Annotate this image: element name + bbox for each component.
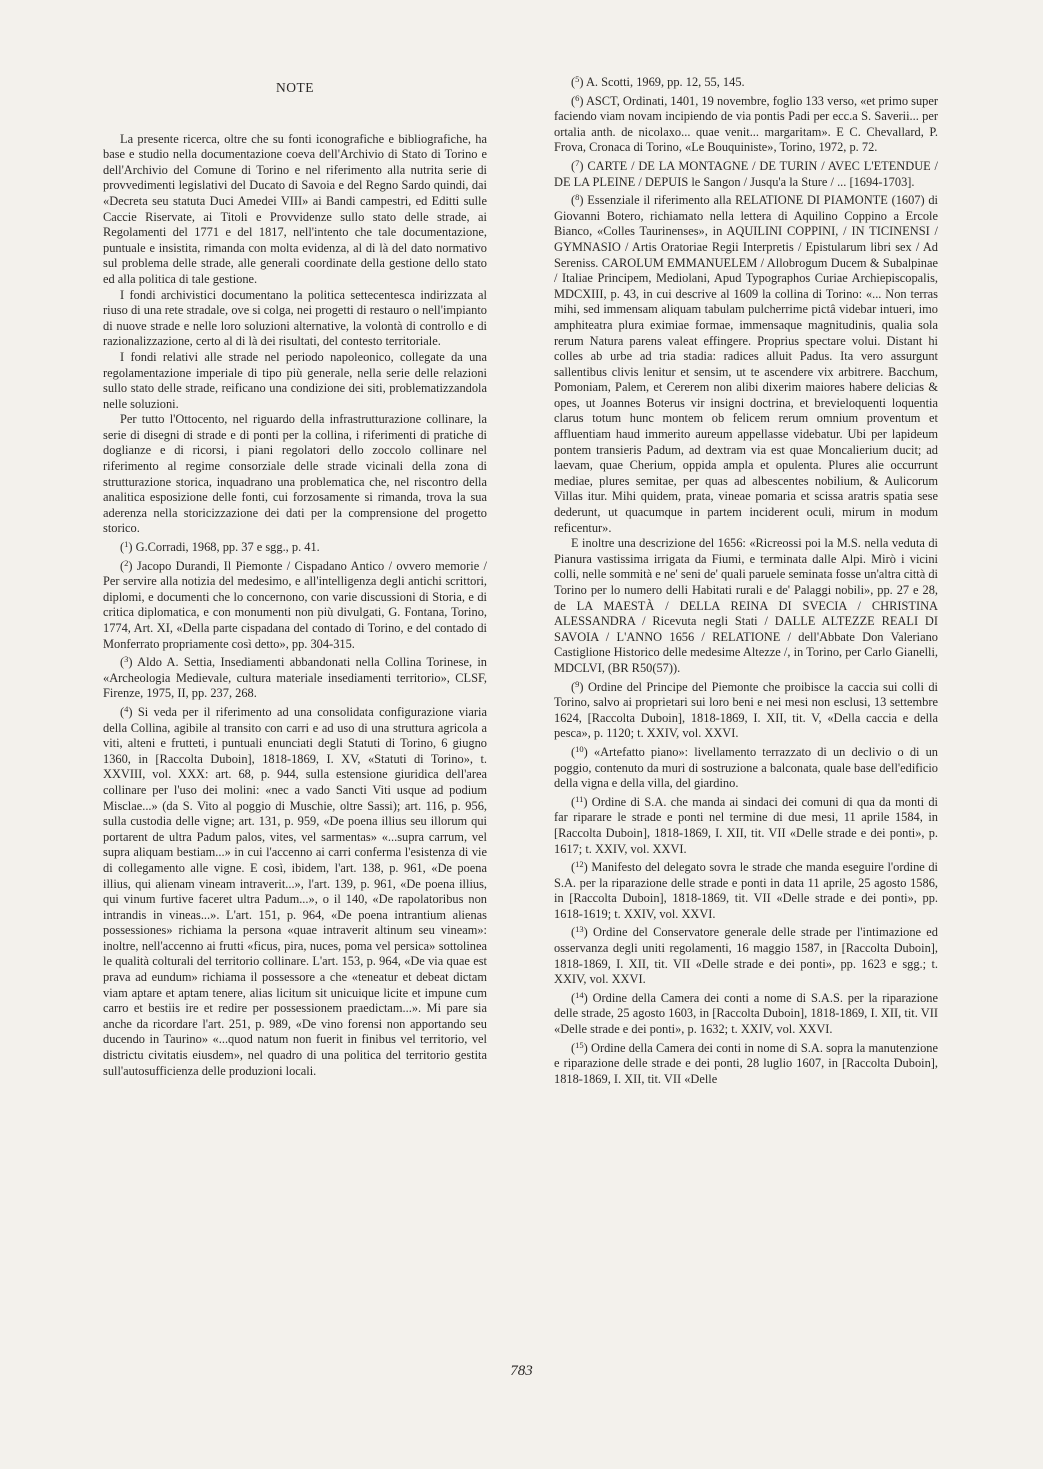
footnote: ($^{14}$) Ordine della Camera dei conti a nome di S.A.S. per la riparazione delle strade, 25 agosto 1603, in [Raccolta Duboin], 1818-1869, I. XII, tit. VII «Delle strade e dei ponti», p. 1632; t. XXIV, vol. XXVI. bbox=[554, 989, 938, 1037]
footnote-text: Ordine del Principe del Piemonte che proibisce la caccia sui colli di Torino, salvo ai proprietari sui loro beni e nei mesi non esclusi, 13 settembre 1624, [Raccolta Duboin], 1818-1869, I. XII, tit. V, «Della caccia e della pesca», p. 1120; t. XXIV, vol. XXVI. bbox=[554, 679, 939, 741]
footnote-text: A. Scotti, 1969, pp. 12, 55, 145. bbox=[585, 75, 745, 89]
footnote-number: 8 bbox=[575, 192, 580, 203]
footnote-text: «Artefatto piano»: livellamento terrazzato di un declivio o di un poggio, contenuto da muri di sostruzione a balconata, quale base dell'edificio della vigna e della villa, del giardino. bbox=[554, 744, 938, 791]
footnote-text: CARTE / DE LA MONTAGNE / DE TURIN / AVEC L'ETENDUE / DE LA PLEINE / DEPUIS le Sangon / Jusqu'a la Sture / ... [1694-1703]. bbox=[554, 158, 938, 189]
footnote-text: Ordine del Conservatore generale delle strade per l'intimazione ed osservanza degli uniti regolamenti, 16 maggio 1587, in [Raccolta Duboin], 1818-1869, I. XII, tit. VII «Delle strade e dei ponti», pp. 1623 e sgg.; t. XXIV, vol. XXVI. bbox=[554, 925, 938, 987]
footnote-number: 3 bbox=[124, 654, 129, 665]
footnote: ($^5$) A. Scotti, 1969, pp. 12, 55, 145. bbox=[571, 74, 745, 89]
body-paragraph: I fondi relativi alle strade nel periodo napoleonico, collegate da una regolamentazione imperiale di tipo più generale, nella serie delle relazioni sullo stato delle strade, reificano una condizione dei siti, problematizzandola nelle soluzioni. bbox=[103, 349, 487, 411]
footnote-text: Aldo A. Settia, Insediamenti abbandonati nella Collina Torinese, in «Archeologia Medievale, cultura materiale insediamenti territorio», CLSF, Firenze, 1975, II, pp. 237, 268. bbox=[103, 655, 487, 701]
footnote: ($^{13}$) Ordine del Conservatore generale delle strade per l'intimazione ed osservanza degli uniti regolamenti, 16 maggio 1587, in [Raccolta Duboin], 1818-1869, I. XII, tit. VII «Delle strade e dei ponti», pp. 1623 e sgg.; t. XXIV, vol. XXVI. bbox=[554, 924, 938, 987]
footnote-text: Essenziale il riferimento alla RELATIONE DI PIAMONTE (1607) di Giovanni Botero, richiamato nella lettera di Aquilino Coppino a Ercole Bianco, «Colles Taurinenses», in AQUILINI COPPINI, / IN TICINENSI / GYMNASIO / Artis Oratoriae Regii Interpretis / Epistularum libri sex / Ad Sereniss. CAROLUM EMMANUELEM / Allobrogum Ducem & Subalpinae / Italiae Principem, Mediolani, Apud Typographos Curiae Archiepiscopalis, MDCXIII, p. 43, in cui descrive al 1609 la collina di Torino: «... Non terras mihi, sed immensam aliquam tabulam pulcherrime pictâ videbar intueri, imo amphiteatra plura eximiae formae, immensaque magnitudinis, qualia sola rerum Natura parens valeat effingere. Proprius spectare volui. Distant hi colles ab urbe ad tria stadia: radices alluit Padus. Ita vero assurgunt sallentibus clivis lenitur et sensim, ut te ascendere vix arbitrere. Bacchum, Pomoniam, Palem, et Cererem non alibi dixerim maiores habere delicias & opes, ut Joannes Boterus vir insigni doctrina, et brevieloquenti loquentia clarus totum hunc montem ob felicem rerum omnium proventum et affluentiam haud immerito aureum appellasse videbatur. Ubi per lapideum pontem transieris Padum, ad dextram via est quae Moncalierium ducit; ad laevam, quae Cherium, oppida ampla et opulenta. Plures alie occurrunt mediae, plures semitae, per quas ad albescentes nobilium, & Aulicorum Villas itur. Mihi quidem, prata, vineae pomaria et scissa aratris spatia sese dederunt, ut quacumque in partem inciderent oculi, mirum in modum reficentur». bbox=[554, 193, 938, 535]
footnote-number: 9 bbox=[575, 678, 580, 689]
footnote: ($^2$) Jacopo Durandi, Il Piemonte / Cispadano Antico / ovvero memorie / Per servire alla notizia del medesimo, e all'intelligenza degli antichi scrittori, diplomi, e documenti che lo concernono, con varie discussioni di Storia, e di critica diplomatica, e con monumenti non più divulgati, G. Fontana, Torino, 1774, Art. XI, «Della parte cispadana del contado di Torino, e del contado di Monferrato propriamente così detto», pp. 304-315. bbox=[103, 557, 487, 651]
body-paragraph: Per tutto l'Ottocento, nel riguardo della infrastrutturazione collinare, la serie di disegni di strade e di ponti per la collina, i riferimenti di pratiche di doglianze e di ricorsi, i piani regolatori dello zoccolo collinare nel riferimento al regime consorziale delle strade vicinali della zona di strutturazione storica, inquadrano una problematica che, nel riscontro della analitica esposizione delle fonti, cui forzosamente si rimanda, trova la sua aderenza nella storicizzazione dei dati per la comprensione del progetto storico. bbox=[103, 412, 487, 536]
left-column bbox=[103, 72, 487, 1079]
footnote-text: Ordine della Camera dei conti a nome di S.A.S. per la riparazione delle strade, 25 agosto 1603, in [Raccolta Duboin], 1818-1869, I. XII, tit. VII «Delle strade e dei ponti», p. 1632; t. XXIV, vol. XXVI. bbox=[554, 990, 938, 1037]
footnote: ($^{12}$) Manifesto del delegato sovra le strade che manda eseguire l'ordine di S.A. per la riparazione delle strade e ponti in data 11 aprile, 25 agosto 1586, in [Raccolta Duboin], 1818-1869, tit. VII «Delle strade e dei ponti», pp. 1618-1619; t. XXIV, vol. XXVI. bbox=[554, 859, 938, 921]
right-column bbox=[554, 72, 938, 1087]
footnote: ($^6$) ASCT, Ordinati, 1401, 19 novembre, foglio 133 verso, «et primo super faciendo viam novam incipiendo de via pontis Padi per ecc.a S. Saverii... per ortalia anth. de nicolaxo... quae venit... margaritam». E C. Chevallard, P. Frova, Cronaca di Torino, «Le Bouquiniste», Torino, 1972, p. 72. bbox=[554, 92, 938, 155]
footnote-number: 6 bbox=[575, 92, 580, 103]
footnote: ($^{15}$) Ordine della Camera dei conti in nome di S.A. sopra la manutenzione e riparazione delle strade e dei ponti, 28 luglio 1607, in [Raccolta Duboin], 1818-1869, I. XII, tit. VII «Delle bbox=[554, 1039, 938, 1086]
footnote-text: Si veda per il riferimento ad una consolidata configurazione viaria della Collina, agibile al transito con carri e ad uso di una struttura agricola a viti, alteni e frutteti, i puntuali enunciati degli Statuti di Torino, 6 giugno 1360, in [Raccolta Duboin], 1818-1869, I. XV, «Statuti di Torino», t. XXVIII, vol. XXX: art. 68, p. 944, sulla estensione giuridica dell'area collinare per l'uso dei molini: «nec a vado Sancti Viti usque ad podium Misclae...» (da S. Vito al poggio di Muschie, oltre Sassi); art. 116, p. 956, sulla custodia delle vigne; art. 131, p. 959, «De poena illius seu illorum qui portarent de ultra Padum palos, vites, vel sarmentas» «...supra carrum, vel supra aliquam bestiam...» in cui l'accenno ai carri conferma l'esistenza di vie di collegamento alle vigne. E così, ibidem, l'art. 138, p. 961, «De poena illius, qui alienam vineam intraverit...», l'art. 139, p. 961, «De poena illius, qui vinum furtive faceret ultra Padum...», o il 140, «De rapolatoribus non intrandis in vineas...». L'art. 151, p. 964, «De poena intrantium alienas possessiones» richiama la persona «quae intraverit altinum seu vineam»: inoltre, nell'accenno ai frutti «ficus, pira, nuces, poma vel persica» sottolinea le qualità colturali del territorio collinare. L'art. 153, p. 964, «De via quae est prava ad eundum» richiama il possessore a che «teneatur et debeat dictam viam aptare et aptam tenere, alias licitum sit unicuique licite et impune cum carro et bestiis ire et redire per possessionem praedictam...». Mi pare sia anche da ricordare l'art. 251, p. 989, «De vino forensi non apportando seu ducendo in Taurino» «...quod natum non fuerit in finibus vel territorio, vel districtu civitatis eiusdem», nel quadro di una politica del territorio gestita sull'autosufficienza delle produzioni locali. bbox=[103, 704, 487, 1078]
footnote-continuation bbox=[554, 536, 938, 676]
footnote-number: 14 bbox=[575, 989, 584, 1000]
footnote: ($^1$) G.Corradi, 1968, pp. 37 e sgg., p. 41. bbox=[120, 539, 320, 555]
footnote: ($^{11}$) Ordine di S.A. che manda ai sindaci dei comuni di qua da monti di far riparare le strade e ponti nel termine di due mesi, 11 aprile 1584, in [Raccolta Duboin], 1818-1869, I. XII, tit. VII «Delle strade e dei ponti», p. 1617; t. XXIV, vol. XXVI. bbox=[554, 793, 938, 856]
footnote-text: Jacopo Durandi, Il Piemonte / Cispadano Antico / ovvero memorie / Per servire alla notizia del medesimo, e all'intelligenza degli antichi scrittori, diplomi, e documenti che lo concernono, con varie discussioni di Storia, e di critica diplomatica, e con monumenti non più divulgati, G. Fontana, Torino, 1774, Art. XI, «Della parte cispadana del contado di Torino, e del contado di Monferrato propriamente così detto», pp. 304-315. bbox=[103, 558, 487, 651]
footnote: ($^9$) Ordine del Principe del Piemonte che proibisce la caccia sui colli di Torino, salvo ai proprietari sui loro beni e nei mesi non esclusi, 13 settembre 1624, [Raccolta Duboin], 1818-1869, I. XII, tit. V, «Della caccia e della pesca», p. 1120; t. XXIV, vol. XXVI. bbox=[554, 678, 939, 741]
body-paragraph: I fondi archivistici documentano la politica settecentesca indirizzata al riuso di una rete stradale, ove si colga, nei progetti di restauro o nell'impianto di nuove strade e nelle loro soluzioni alternative, la volontà di controllo e di razionalizzazione, certo al di là dei risultati, del contesto territoriale. bbox=[103, 287, 487, 349]
footnote-number: 10 bbox=[575, 743, 584, 754]
page-number: 783 bbox=[510, 1363, 533, 1379]
footnote-number: 2 bbox=[124, 557, 129, 568]
footnote-number: 4 bbox=[124, 703, 129, 714]
footnote-number: 5 bbox=[575, 74, 580, 84]
footnote: ($^8$) Essenziale il riferimento alla RELATIONE DI PIAMONTE (1607) di Giovanni Botero, richiamato nella lettera di Aquilino Coppino a Ercole Bianco, «Colles Taurinenses», in AQUILINI COPPINI, / IN TICINENSI / GYMNASIO / Artis Oratoriae Regii Interpretis / Epistularum libri sex / Ad Sereniss. CAROLUM EMMANUELEM / Allobrogum Ducem & Subalpinae / Italiae Principem, Mediolani, Apud Typographos Curiae Archiepiscopalis, MDCXIII, p. 43, in cui descrive al 1609 la collina di Torino: «... Non terras mihi, sed immensam aliquam tabulam pulcherrime pictâ videbar intueri, imo amphiteatra plura eximiae formae, immensaque magnitudinis, qualia sola rerum Natura parens valeat effingere. Proprius spectare volui. Distant hi colles ab urbe ad tria stadia: radices alluit Padus. Ita vero assurgunt sallentibus clivis lenitur et sensim, ut te ascendere vix arbitrere. Bacchum, Pomoniam, Palem, et Cererem non alibi dixerim maiores habere delicias & opes, ut Joannes Boterus vir insigni doctrina, et brevieloquenti loquentia clarus totum hunc montem ob felicem rerum omnium proventum et affluentiam haud immerito aureum appellasse videbatur. Ubi per lapideum pontem transieris Padum, ad dextram via est quae Moncalierium ducit; ad laevam, quae Cherium, oppida ampla et opulenta. Plures alie occurrunt mediae, plures semitae, per quas ad albescentes nobilium, & Aulicorum Villas itur. Mihi quidem, prata, vineae pomaria et scissa aratris spatia sese dederunt, ut quacumque in partem inciderent oculi, mirum in modum reficentur». bbox=[554, 192, 938, 535]
footnote-number: 12 bbox=[575, 859, 584, 870]
footnote-number: 13 bbox=[575, 924, 584, 935]
footnote-text: E inoltre una descrizione del 1656: «Ricreossi poi la M.S. nella veduta di Pianura vastissima irrigata da Fiumi, e terminata dalle Alpi. Mirò i vicini colli, nelle sommità e ne' seni de' quali paruele seminata fosse un'altra città di Torino per lo numero delli Habitati rurali e de' Palaggi nobili», pp. 27 e 28, de LA MAESTÀ / DELLA REINA DI SVECIA / CHRISTINA ALESSANDRA / Ricevuta negli Stati / DALLE ALTEZZE REALI DI SAVOIA / L'ANNO 1656 / RELATIONE / dell'Abbate Don Valeriano Castiglione Historico delle medesime Altezze /, in Torino, per Carlo Gianelli, MDCLVI, (BR R50(57)). bbox=[554, 536, 938, 675]
footnote-text: G.Corradi, 1968, pp. 37 e sgg., p. 41. bbox=[135, 540, 320, 555]
footnote-text: ASCT, Ordinati, 1401, 19 novembre, foglio 133 verso, «et primo super faciendo viam novam incipiendo de via pontis Padi per ecc.a S. Saverii... per ortalia anth. de nicolaxo... quae venit... margaritam». E C. Chevallard, P. Frova, Cronaca di Torino, «Le Bouquiniste», Torino, 1972, p. 72. bbox=[554, 93, 938, 155]
footnote-number: 1 bbox=[124, 539, 129, 550]
footnote-number: 11 bbox=[575, 793, 584, 804]
footnote: ($^4$) Si veda per il riferimento ad una consolidata configurazione viaria della Collina, agibile al transito con carri e ad uso di una struttura agricola a viti, alteni e frutteti, i puntuali enunciati degli Statuti di Torino, 6 giugno 1360, in [Raccolta Duboin], 1818-1869, I. XV, «Statuti di Torino», t. XXVIII, vol. XXX: art. 68, p. 944, sulla estensione giuridica dell'area collinare per l'uso dei molini: «nec a vado Sancti Viti usque ad podium Misclae...» (da S. Vito al poggio di Muschie, oltre Sassi); art. 116, p. 956, sulla custodia delle vigne; art. 131, p. 959, «De poena illius seu illorum qui portarent de ultra Padum palos, vites, vel sarmentas» «...supra carrum, vel supra aliquam bestiam...» in cui l'accenno ai carri conferma l'esistenza di vie di collegamento alle vigne. E così, ibidem, l'art. 138, p. 961, «De poena illius, qui alienam vineam intraverit...», l'art. 139, p. 961, «De poena illius, qui vinum furtive faceret ultra Padum...», o il 140, «De rapolatoribus non intrandis in vineas...». L'art. 151, p. 964, «De poena intrantium alienas possessiones» richiama la persona «quae intraverit altinum seu vineam»: inoltre, nell'accenno ai frutti «ficus, pira, nuces, poma vel persica» sottolinea le qualità colturali del territorio collinare. L'art. 153, p. 964, «De via quae est prava ad eundum» richiama il possessore a che «teneatur et debeat dictam viam aptare et aptam tenere, alias licitum sit unicuique licite et impune cum carro et bestiis ire et redire per possessionem praedictam...». Mi pare sia anche da ricordare l'art. 251, p. 989, «De vino forensi non apportando seu ducendo in Taurino» «...quod natum non fuerit in finibus vel territorio, vel districtu civitatis eiusdem», nel quadro di una politica del territorio gestita sull'autosufficienza delle produzioni locali. bbox=[103, 703, 487, 1078]
footnote-number: 7 bbox=[575, 157, 580, 168]
intro-paragraph: La presente ricerca, oltre che su fonti iconografiche e bibliografiche, ha base e studio nella documentazione coeva dell'Archivio di Stato di Torino e dell'Archivio del Comune di Torino e nel riferimento alla nutrita serie di provvedimenti legislativi del Ducato di Savoia e del Regno Sardo quindi, dai «Decreta seu statuta Duci Amedei VIII» ai Bandi campestri, ed Editti sulle Caccie Riservate, ai Titoli e Provvidenze sullo stato delle strade, ai Regolamenti del 1771 e del 1817, nell'intento che tale documentazione, puntuale e insistita, rimanda con molta evidenza, al di là del dato normativo sul problema delle strade, alle generali coordinate della gestione dello stato ed alla politica di tale gestione. bbox=[103, 131, 487, 286]
footnote: ($^3$) Aldo A. Settia, Insediamenti abbandonati nella Collina Torinese, in «Archeologia Medievale, cultura materiale insediamenti territorio», CLSF, Firenze, 1975, II, pp. 237, 268. bbox=[103, 654, 487, 701]
footnote: ($^7$) CARTE / DE LA MONTAGNE / DE TURIN / AVEC L'ETENDUE / DE LA PLEINE / DEPUIS le Sangon / Jusqu'a la Sture / ... [1694-1703]. bbox=[554, 157, 938, 189]
footnote-text: Manifesto del delegato sovra le strade che manda eseguire l'ordine di S.A. per la riparazione delle strade e ponti in data 11 aprile, 25 agosto 1586, in [Raccolta Duboin], 1818-1869, tit. VII «Delle strade e dei ponti», pp. 1618-1619; t. XXIV, vol. XXVI. bbox=[554, 860, 938, 921]
footnote-number: 15 bbox=[575, 1039, 584, 1050]
footnote-text: Ordine della Camera dei conti in nome di S.A. sopra la manutenzione e riparazione delle strade e dei ponti, 28 luglio 1607, in [Raccolta Duboin], 1818-1869, I. XII, tit. VII «Delle bbox=[554, 1040, 938, 1086]
section-heading: NOTE bbox=[276, 80, 314, 95]
footnote: ($^{10}$) «Artefatto piano»: livellamento terrazzato di un declivio o di un poggio, contenuto da muri di sostruzione a balconata, quale base dell'edificio della vigna e della villa, del giardino. bbox=[554, 743, 938, 791]
footnote-text: Ordine di S.A. che manda ai sindaci dei comuni di qua da monti di far riparare le strade e ponti nel termine di due mesi, 11 aprile 1584, in [Raccolta Duboin], 1818-1869, I. XII, tit. VII «Delle strade e dei ponti», p. 1617; t. XXIV, vol. XXVI. bbox=[554, 794, 938, 856]
